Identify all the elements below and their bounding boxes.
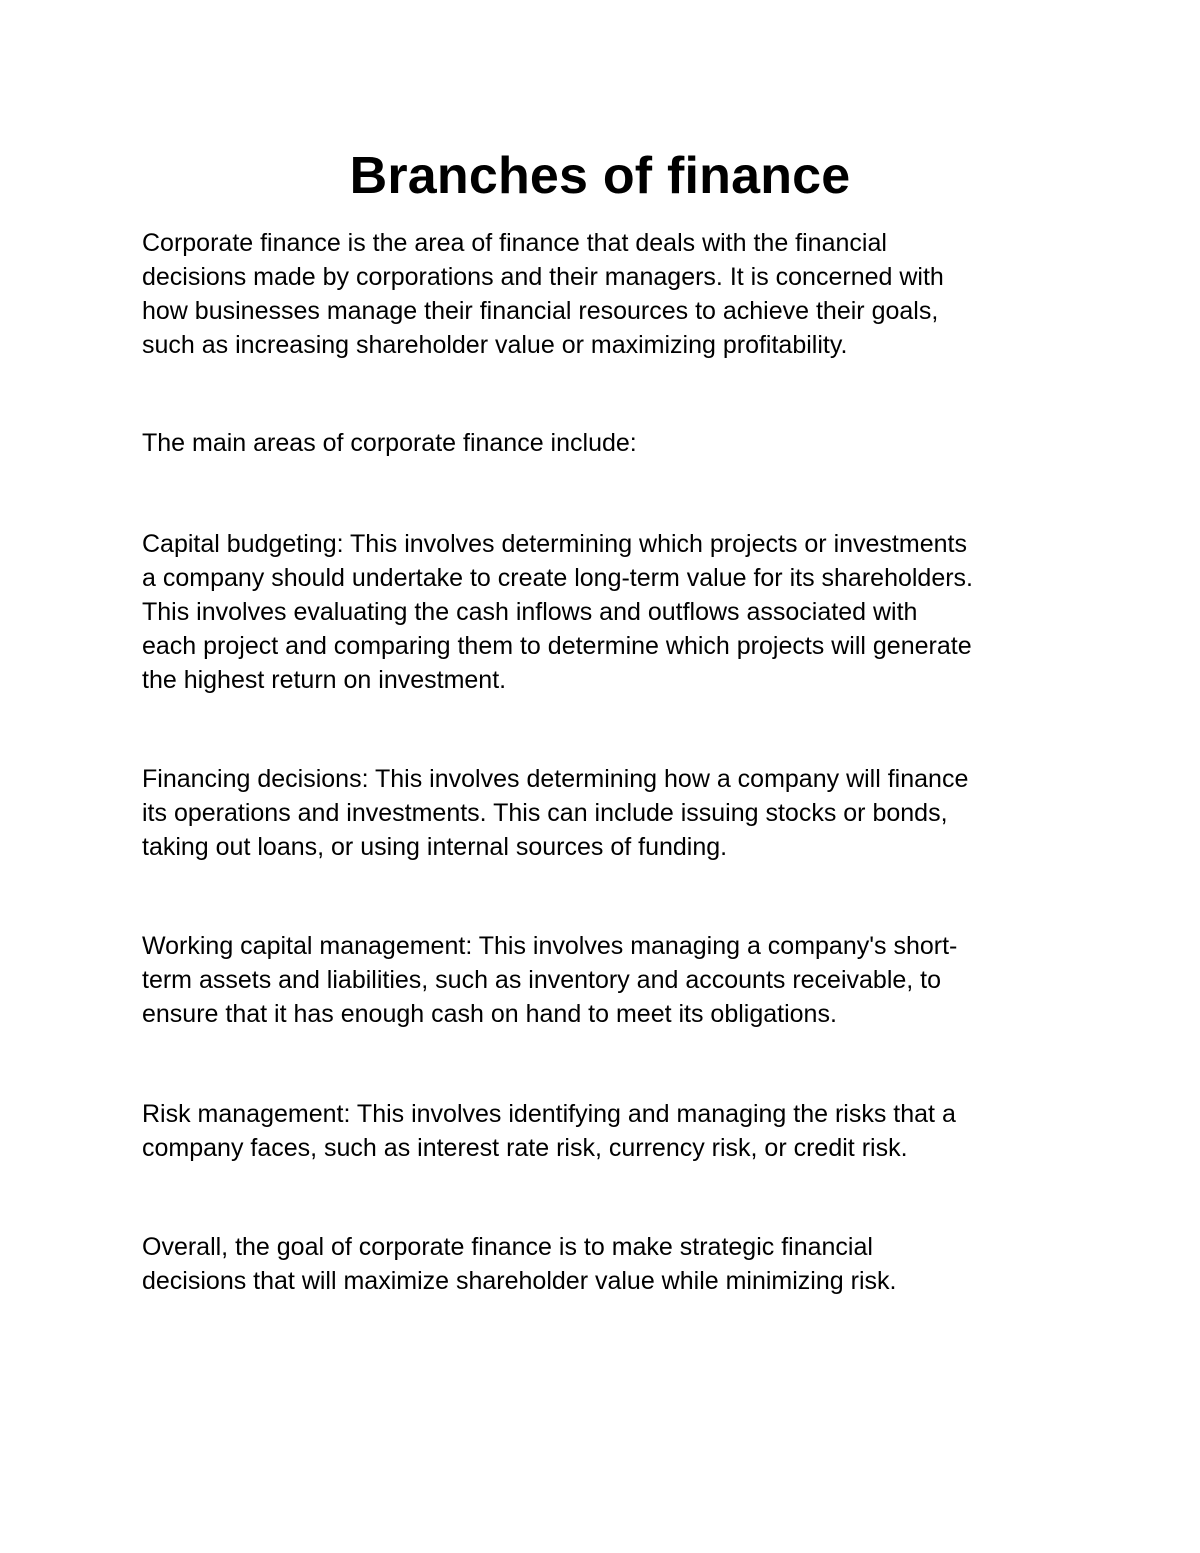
capital-budgeting-paragraph [142,527,1082,697]
paragraph-line: Capital budgeting: This involves determining which projects or investments [142,530,967,558]
paragraph-line: ensure that it has enough cash on hand to meet its obligations. [142,1000,837,1028]
risk-management-paragraph [142,1097,1082,1165]
paragraph-line: The main areas of corporate finance include: [142,429,637,457]
paragraph-line: taking out loans, or using internal sources of funding. [142,833,728,861]
paragraph-line: each project and comparing them to determine which projects will generate [142,632,972,660]
paragraph-line: decisions made by corporations and their managers. It is concerned with [142,263,944,291]
paragraph-line: how businesses manage their financial resources to achieve their goals, [142,297,939,325]
paragraph-line: Overall, the goal of corporate finance is to make strategic financial [142,1233,873,1261]
paragraph-line: Working capital management: This involves managing a company's short- [142,932,958,960]
main-areas-paragraph [142,426,1082,460]
paragraph-line: Financing decisions: This involves determining how a company will finance [142,765,969,793]
paragraph-line: company faces, such as interest rate risk, currency risk, or credit risk. [142,1134,908,1162]
paragraph-line: its operations and investments. This can include issuing stocks or bonds, [142,799,948,827]
paragraph-line: such as increasing shareholder value or maximizing profitability. [142,331,848,359]
paragraph-line: Risk management: This involves identifying and managing the risks that a [142,1100,956,1128]
paragraph-line: term assets and liabilities, such as inventory and accounts receivable, to [142,966,942,994]
paragraph-line: the highest return on investment. [142,666,507,694]
working-capital-paragraph [142,929,1082,1031]
paragraph-line: decisions that will maximize shareholder value while minimizing risk. [142,1267,897,1295]
intro-paragraph [142,226,1082,362]
paragraph-line: This involves evaluating the cash inflows and outflows associated with [142,598,918,626]
page-title: Branches of finance [349,147,851,205]
paragraph-line: a company should undertake to create long-term value for its shareholders. [142,564,974,592]
paragraph-line: Corporate finance is the area of finance that deals with the financial [142,229,887,257]
conclusion-paragraph [142,1230,1082,1298]
financing-decisions-paragraph [142,762,1082,864]
